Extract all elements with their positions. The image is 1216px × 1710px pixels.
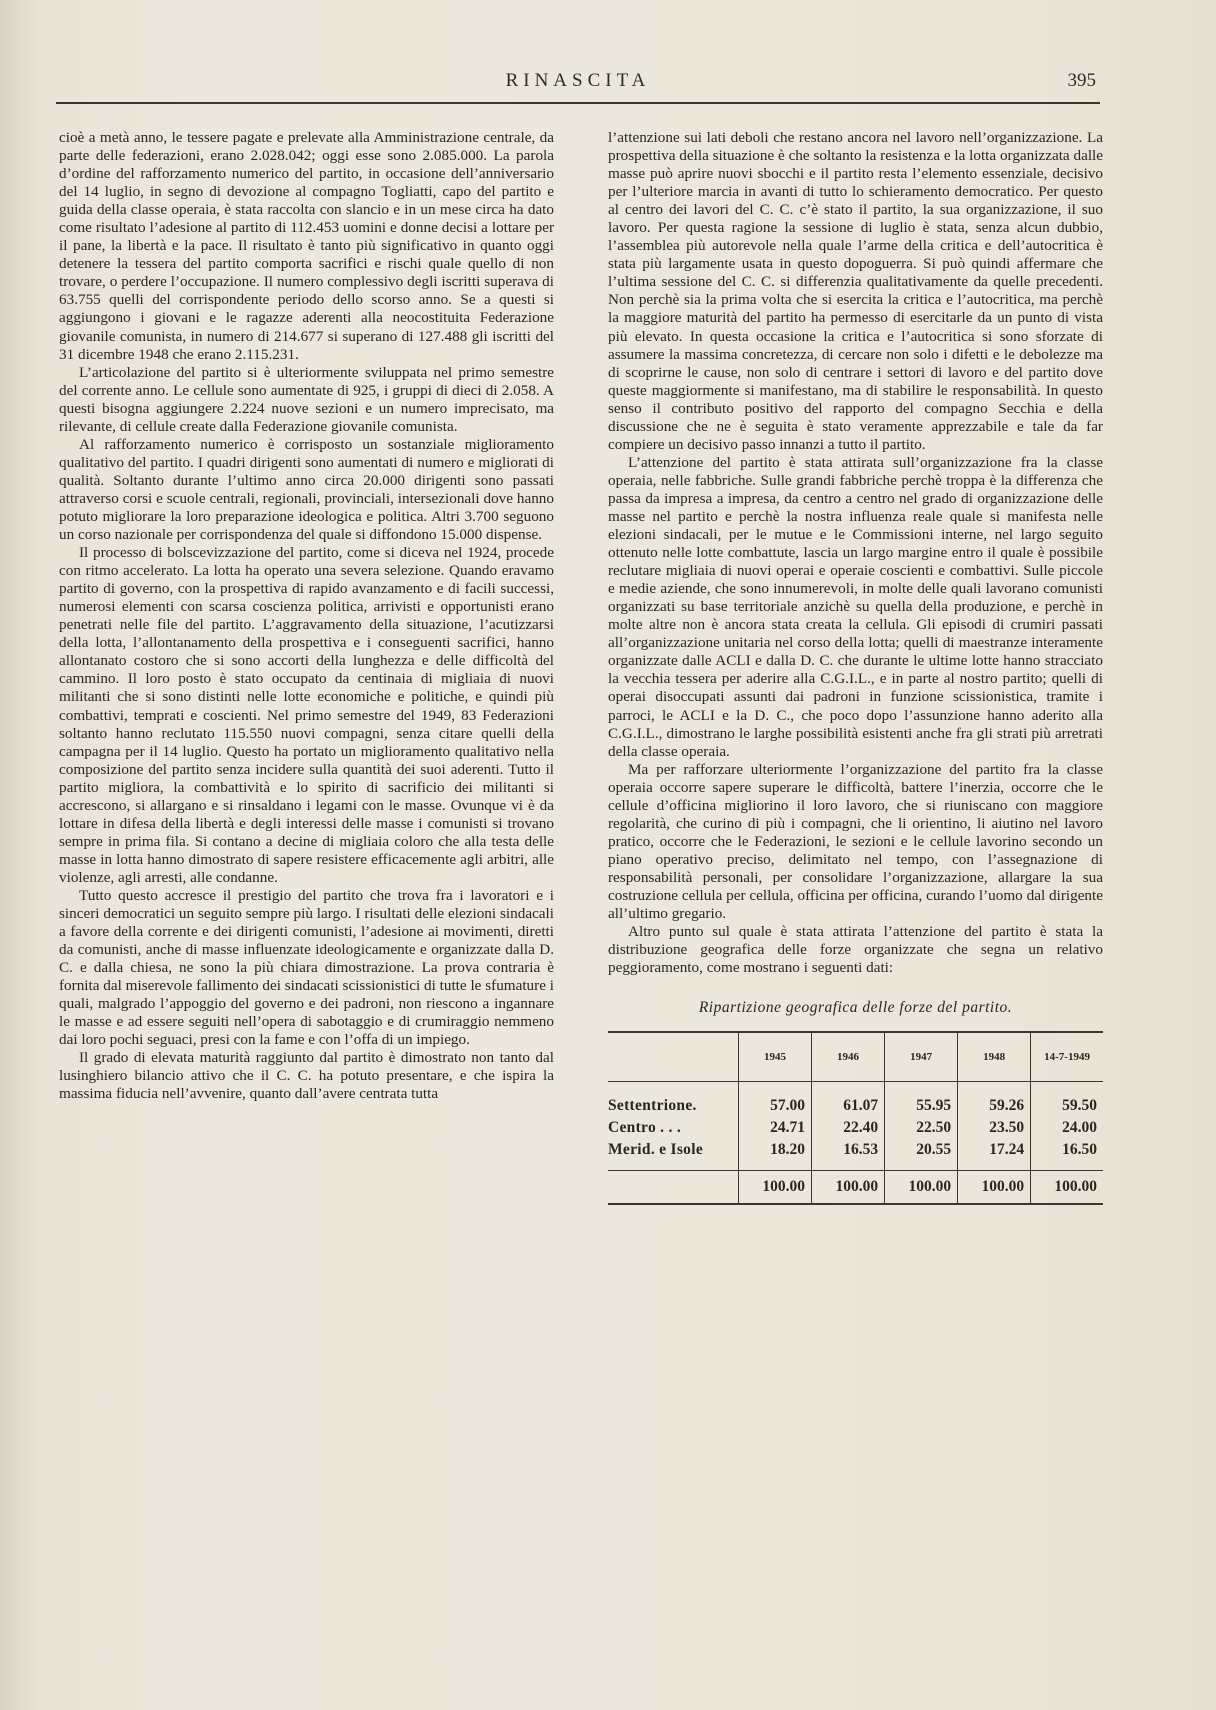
row-label: Merid. e Isole: [608, 1141, 704, 1159]
page-number: 395: [1067, 70, 1096, 91]
paragraph: Il processo di bolscevizzazione del partito, come si diceva nel 1924, procede con ritmo accelerato. La lotta ha operato una severa selezione. Quando eravamo partito di governo, con la prospettiva di rapido avanzamento e di facili successi, numerosi elementi con scarsa coscienza politica, arrivisti e opportunisti erano penetrati nelle file del partito. L’aggravamento della situazione, l’acutizzarsi della lotta, l’allontanamento della prospettiva e i conseguenti sacrifici, hanno allontanato costoro che si sono accorti della lunghezza e delle difficoltà del cammino. Il loro posto è stato occupato da centinaia di migliaia di nuovi militanti che si sono distinti nelle lotte economiche e politiche, e quindi più combattivi, temprati e coscienti. Nel primo semestre del 1949, 83 Federazioni soltanto hanno reclutato 115.550 nuovi compagni, senza citare quelli della campagna per il 14 luglio. Questo ha portato un miglioramento qualitativo nella composizione del partito senza incidere sulla quantità dei suoi aderenti. Tutto il partito migliora, la combattività e lo spirito di sacrificio dei militanti si accrescono, si allargano e si rinsaldano i legami con le masse. Ovunque vi è da lottare in difesa della libertà e degli interessi delle masse i comunisti si trovano sempre in prima fila. Si contano a decine di migliaia coloro che alla testa delle masse in lotta hanno dimostrato di sapere resistere efficacemente agli arbitri, alle violenze, agli arresti, alle condanne.: [59, 544, 554, 886]
column-header: 1948: [958, 1032, 1031, 1082]
column-header: 1945: [739, 1032, 812, 1082]
table-cell: 59.50: [1031, 1082, 1103, 1117]
table-corner-cell: [608, 1032, 739, 1082]
distribution-table: [608, 1031, 1103, 1205]
table-cell: 20.55: [885, 1138, 958, 1171]
table-cell: 22.40: [812, 1116, 885, 1138]
table-cell: 57.00: [739, 1082, 812, 1117]
table-cell: 61.07: [812, 1082, 885, 1117]
paragraph: l’attenzione sui lati deboli che restano ancora nel lavoro nell’organizzazione. La prospettiva della situazione è che soltanto la resistenza e la lotta organizzata dalle masse può aprire nuovi sbocchi e il partito resta l’elemento essenziale, decisivo per l’ulteriore marcia in avanti di tutto lo schieramento democratico. Per questo al centro dei lavori del C. C. c’è stato il partito, la sua organizzazione, il suo lavoro. Per questa ragione la sessione di luglio è stata, senza alcun dubbio, l’assemblea più autorevole nella quale l’arme della critica e dell’autocritica è stata più largamente usata in questo dopoguerra. Si può quindi affermare che l’ultima sessione del C. C. si differenzia qualitativamente da quelle precedenti. Non perchè sia la prima volta che si esercita la critica e l’autocritica, ma perchè la maggiore maturità del partito ha permesso di esercitarle da un punto di vista più elevato. In questa occasione la critica e l’autocritica si sono sforzate di assumere la massima concretezza, di cercare non solo i difetti e le debolezze ma di scoprirne le cause, non solo di centrare i settori di lavoro e del partito dove queste maggiormente si manifestano, ma di stabilire le responsabilità. In questo senso il contributo positivo del rapporto del compagno Secchia e della discussione che ne è seguita è stato veramente apprezzabile e tale da far compiere un decisivo passo innanzi a tutto il partito.: [608, 129, 1103, 453]
table-cell: 22.50: [885, 1116, 958, 1138]
total-cell: 100.00: [739, 1171, 812, 1205]
right-column: [608, 129, 1103, 1205]
table-row: [608, 1138, 1103, 1171]
paragraph: Altro punto sul quale è stata attirata l’attenzione del partito è stata la distribuzione geografica delle forze organizzate che segna un relativo peggioramento, come mostrano i seguenti dati:: [608, 923, 1103, 977]
table-row: [608, 1116, 1103, 1138]
table-title: Ripartizione geografica delle forze del partito.: [698, 999, 1013, 1017]
row-label: Centro . . .: [608, 1119, 682, 1137]
column-header: 14-7-1949: [1031, 1032, 1103, 1082]
paragraph: Tutto questo accresce il prestigio del partito che trova fra i lavoratori e i sinceri democratici un seguito sempre più largo. I risultati delle elezioni sindacali a favore della corrente e dei dirigenti comunisti, l’adesione ai movimenti, diretti da comunisti, anche di masse influenzate ideologicamente e organizzate dalla D. C. e dalla chiesa, ne sono la più chiara dimostrazione. La prova contraria è fornita dal miserevole fallimento dei sindacati scissionistici di tutte le sfumature i quali, malgrado l’appoggio del governo e dei padroni, non riescono a ingannare le masse e ad essere seguiti nell’opera di sabotaggio e di crumiraggio nemmeno dai loro pochi seguaci, presi con la fame e con l’offa di un impiego.: [59, 886, 554, 1049]
table-cell: 17.24: [958, 1138, 1031, 1171]
table-cell: 18.20: [739, 1138, 812, 1171]
table-cell: 23.50: [958, 1116, 1031, 1138]
total-cell: 100.00: [885, 1171, 958, 1205]
paragraph: Il grado di elevata maturità raggiunto dal partito è dimostrato non tanto dal lusinghiero bilancio attivo che il C. C. ha potuto presentare, e che ispira la massima fiducia nell’avvenire, quanto dall’avere centrata tutta: [59, 1049, 554, 1103]
table-cell: 24.00: [1031, 1116, 1103, 1138]
running-title: RINASCITA: [505, 70, 651, 91]
table-row: [608, 1082, 1103, 1117]
paragraph: L’attenzione del partito è stata attirata sull’organizzazione fra la classe operaia, nelle fabbriche. Sulle grandi fabbriche perchè troppa è la differenza che passa da impresa a impresa, da centro a centro nel grado di organizzazione delle masse nel partito e perchè la nostra influenza reale quale si manifesta nelle elezioni sindacali, per le mutue e le Commissioni interne, nel largo seguito ottenuto nelle lotte combattute, lascia un largo margine entro il quale è possibile reclutare migliaia di nuovi operai e operaie coscienti e combattivi. Sulle piccole e medie aziende, che sono innumerevoli, in molte delle quali lavorano comunisti organizzati su base territoriale anzichè su quella della produzione, e perchè in molte altre non è ancora stata creata la cellula. Gli episodi di crumiri passati all’organizzazione unitaria nel corso della lotta; quelli di maestranze interamente organizzate dalle ACLI e dalla D. C. che durante le ultime lotte hanno stracciato la vecchia tessera per aderire alla C.G.I.L., e in parte al nostro partito; quelli di operai disoccupati assunti dai padroni in funzione scissionistica, tramite i parroci, le ACLI e la D. C., che poco dopo l’assunzione hanno aderito alla C.G.I.L., dimostrano le larghe possibilità esistenti anche fra gli strati più arretrati della classe operaia.: [608, 453, 1103, 760]
table-header-row: [608, 1032, 1103, 1082]
total-cell: 100.00: [958, 1171, 1031, 1205]
row-label: Settentrione.: [608, 1097, 697, 1115]
row-label-empty: [608, 1171, 739, 1205]
page-header: [56, 70, 1100, 104]
paragraph: Ma per rafforzare ulteriormente l’organizzazione del partito fra la classe operaia occorre sapere superare le difficoltà, battere l’inerzia, occorre che le cellule d’officina migliorino il loro lavoro, che si riuniscano con maggiore regolarità, che curino di più i compagni, che li orientino, li aiutino nel lavoro pratico, occorre che le Federazioni, le sezioni e le cellule lavorino secondo un piano operativo preciso, delimitato nel tempo, con l’assegnazione di responsabilità personali, per consolidare l’organizzazione, allargare la sua costruzione cellula per cellula, officina per officina, curando l’uomo dal dirigente all’ultimo gregario.: [608, 760, 1103, 923]
column-header: 1946: [812, 1032, 885, 1082]
table-cell: 59.26: [958, 1082, 1031, 1117]
table-cell: 24.71: [739, 1116, 812, 1138]
total-cell: 100.00: [1031, 1171, 1103, 1205]
paragraph: L’articolazione del partito si è ulteriormente sviluppata nel primo semestre del corrente anno. Le cellule sono aumentate di 925, i gruppi di dieci di 2.058. A questi bisogna aggiungere 2.224 nuove sezioni e un numero imprecisato, ma rilevante, di cellule create dalla Federazione giovanile comunista.: [59, 363, 554, 435]
paragraph: cioè a metà anno, le tessere pagate e prelevate alla Amministrazione centrale, da parte delle federazioni, erano 2.028.042; oggi esse sono 2.085.000. La parola d’ordine del rafforzamento numerico del partito, in occasione dell’anniversario del 14 luglio, in segno di devozione al compagno Togliatti, capo del partito e guida della classe operaia, è stata raccolta con slancio e in un mese circa ha dato come risultato l’adesione al partito di 112.453 uomini e donne decisi a lottare per il pane, la libertà e la pace. Il risultato è tanto più significativo in quanto oggi detenere la tessera del partito comporta sacrifici e rischi quale quello di non trovare, o perdere l’occupazione. Il numero complessivo degli iscritti superava di 63.755 quelli del corrispondente periodo dello scorso anno. Se a questi si aggiungono i giovani e le ragazze aderenti alla neocostituita Federazione giovanile comunista, in numero di 214.677 si superano di 127.488 gli iscritti del 31 dicembre 1948 che erano 2.115.231.: [59, 129, 554, 363]
paragraph: Al rafforzamento numerico è corrisposto un sostanziale miglioramento qualitativo del partito. I quadri dirigenti sono aumentati di numero e migliorati di qualità. Soltanto durante l’ultimo anno circa 20.000 dirigenti sono passati attraverso corsi e scuole centrali, regionali, provinciali, intersezionali dove hanno potuto migliorare la loro preparazione ideologica e politica. Altri 3.700 seguono un corso nazionale per corrispondenza del quale si diffondono 15.000 dispense.: [59, 435, 554, 544]
table-cell: 16.53: [812, 1138, 885, 1171]
left-column: [59, 129, 554, 1104]
table-cell: 55.95: [885, 1082, 958, 1117]
table-total-row: [608, 1171, 1103, 1205]
table-cell: 16.50: [1031, 1138, 1103, 1171]
column-header: 1947: [885, 1032, 958, 1082]
total-cell: 100.00: [812, 1171, 885, 1205]
